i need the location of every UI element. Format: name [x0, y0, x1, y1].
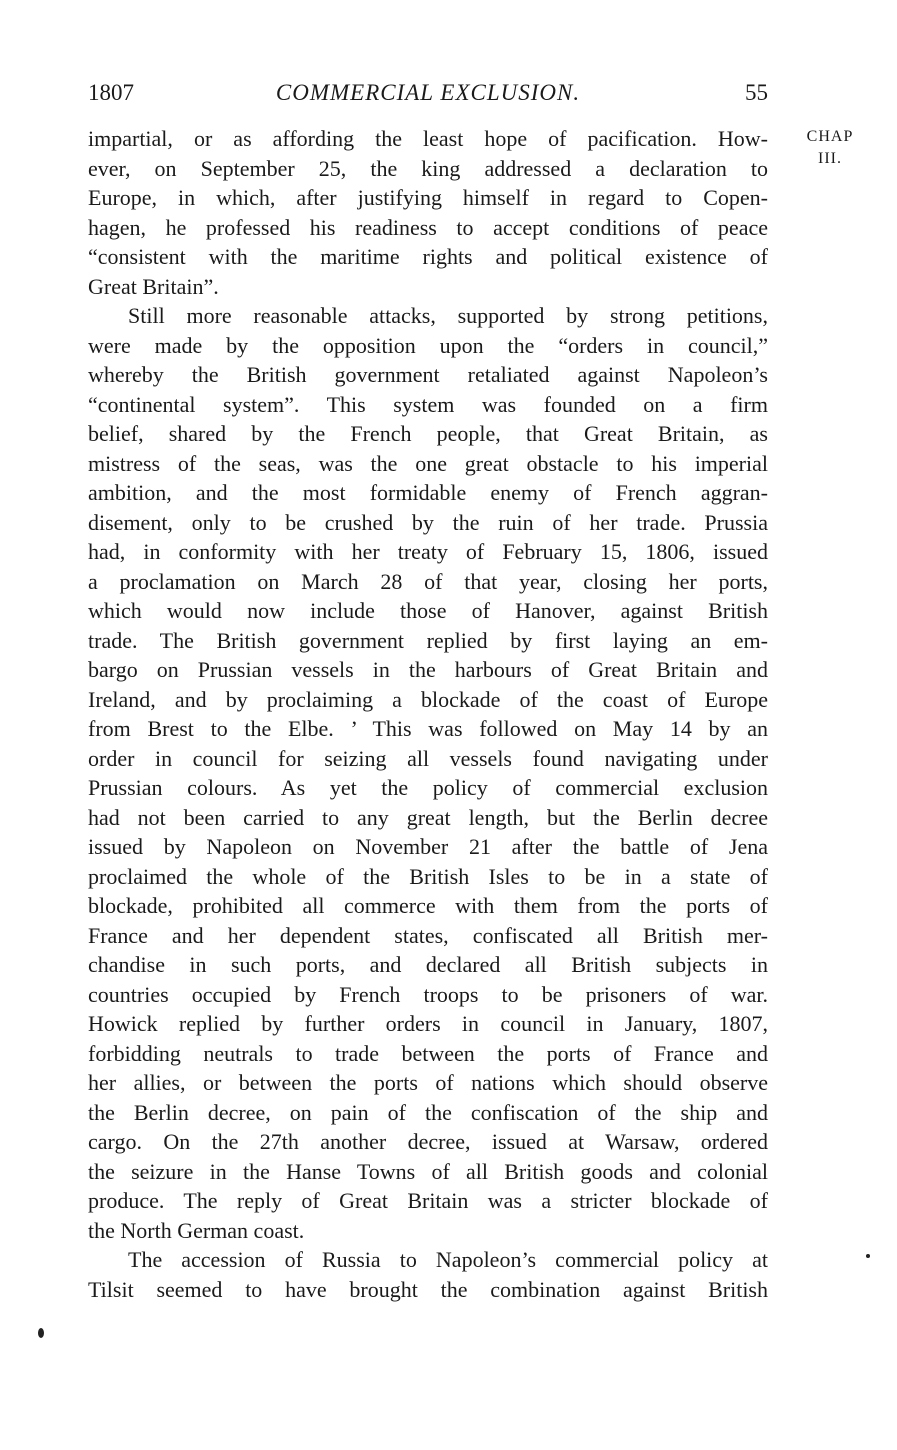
- text-line: the seizure in the Hanse Towns of all British goods and colonial: [88, 1158, 768, 1184]
- text-line: forbidding neutrals to trade between the ports of France and: [88, 1040, 768, 1066]
- text-line: ambition, and the most formidable enemy of French aggran-: [88, 480, 768, 505]
- text-line: blockade, prohibited all commerce with them from the ports of: [88, 893, 768, 918]
- text-line: issued by Napoleon on November 21 after the battle of Jena: [88, 834, 768, 859]
- text-line: Europe, in which, after justifying himself in regard to Copen-: [88, 185, 768, 210]
- text-line: belief, shared by the French people, that Great Britain, as: [88, 421, 768, 446]
- text-line: had, in conformity with her treaty of February 15, 1806, issued: [88, 539, 768, 564]
- chapter-margin-note: [790, 126, 870, 170]
- text-line: “continental system”. This system was founded on a firm: [88, 391, 768, 417]
- header-title: COMMERCIAL EXCLUSION.: [275, 80, 581, 105]
- stray-mark-dot: [866, 1254, 870, 1258]
- text-line: Still more reasonable attacks, supported by strong petitions,: [128, 303, 768, 328]
- text-line: from Brest to the Elbe. ’ This was followed on May 14 by an: [88, 716, 768, 741]
- running-head: [88, 78, 768, 108]
- text-line: hagen, he professed his readiness to accept conditions of peace: [88, 214, 768, 240]
- text-line: produce. The reply of Great Britain was a stricter blockade of: [88, 1188, 768, 1213]
- text-line: the North German coast.: [88, 1217, 305, 1243]
- text-line: chandise in such ports, and declared all British subjects in: [88, 952, 768, 977]
- paragraph: [88, 124, 768, 301]
- text-line: countries occupied by French troops to be prisoners of war.: [88, 981, 768, 1007]
- margin-note-number: III.: [818, 150, 842, 167]
- text-line: The accession of Russia to Napoleon’s commercial policy at: [128, 1247, 768, 1272]
- margin-note-chap: CHAP: [806, 128, 854, 145]
- body-text: [88, 124, 768, 1304]
- text-line: trade. The British government replied by first laying an em-: [88, 627, 768, 653]
- stray-mark: [866, 1254, 870, 1258]
- text-line: impartial, or as affording the least hope of pacification. How-: [88, 126, 768, 151]
- text-line: mistress of the seas, was the one great obstacle to his imperial: [88, 450, 768, 476]
- text-line: had not been carried to any great length, but the Berlin decree: [88, 804, 768, 830]
- stray-mark: [38, 1328, 44, 1338]
- text-line: France and her dependent states, confiscated all British mer-: [88, 922, 768, 948]
- text-line: disement, only to be crushed by the ruin of her trade. Prussia: [88, 509, 768, 535]
- text-line: Tilsit seemed to have brought the combination against British: [88, 1276, 768, 1302]
- text-line: whereby the British government retaliated against Napoleon’s: [88, 362, 768, 387]
- text-line: which would now include those of Hanover, against British: [88, 598, 768, 623]
- page-number: 55: [745, 80, 768, 105]
- text-line: Great Britain”.: [88, 273, 219, 299]
- text-line: proclaimed the whole of the British Isles to be in a state of: [88, 863, 768, 889]
- text-line: Ireland, and by proclaiming a blockade of the coast of Europe: [88, 686, 768, 712]
- text-line: Howick replied by further orders in council in January, 1807,: [88, 1011, 768, 1036]
- header-year: 1807: [88, 80, 134, 105]
- text-line: the Berlin decree, on pain of the confiscation of the ship and: [88, 1099, 768, 1125]
- text-line: bargo on Prussian vessels in the harbours of Great Britain and: [88, 657, 768, 682]
- text-line: “consistent with the maritime rights and political existence of: [88, 244, 768, 269]
- text-line: Prussian colours. As yet the policy of commercial exclusion: [88, 775, 768, 800]
- stray-mark-dot: [38, 1328, 44, 1338]
- text-line: order in council for seizing all vessels found navigating under: [88, 745, 768, 771]
- text-line: a proclamation on March 28 of that year, closing her ports,: [88, 568, 768, 594]
- paragraph: [88, 301, 768, 1245]
- text-line: were made by the opposition upon the “orders in council,”: [88, 332, 768, 358]
- text-line: ever, on September 25, the king addressed a declaration to: [88, 155, 768, 181]
- text-line: her allies, or between the ports of nations which should observe: [88, 1070, 768, 1095]
- text-line: cargo. On the 27th another decree, issued at Warsaw, ordered: [88, 1129, 768, 1154]
- paragraph: [88, 1245, 768, 1304]
